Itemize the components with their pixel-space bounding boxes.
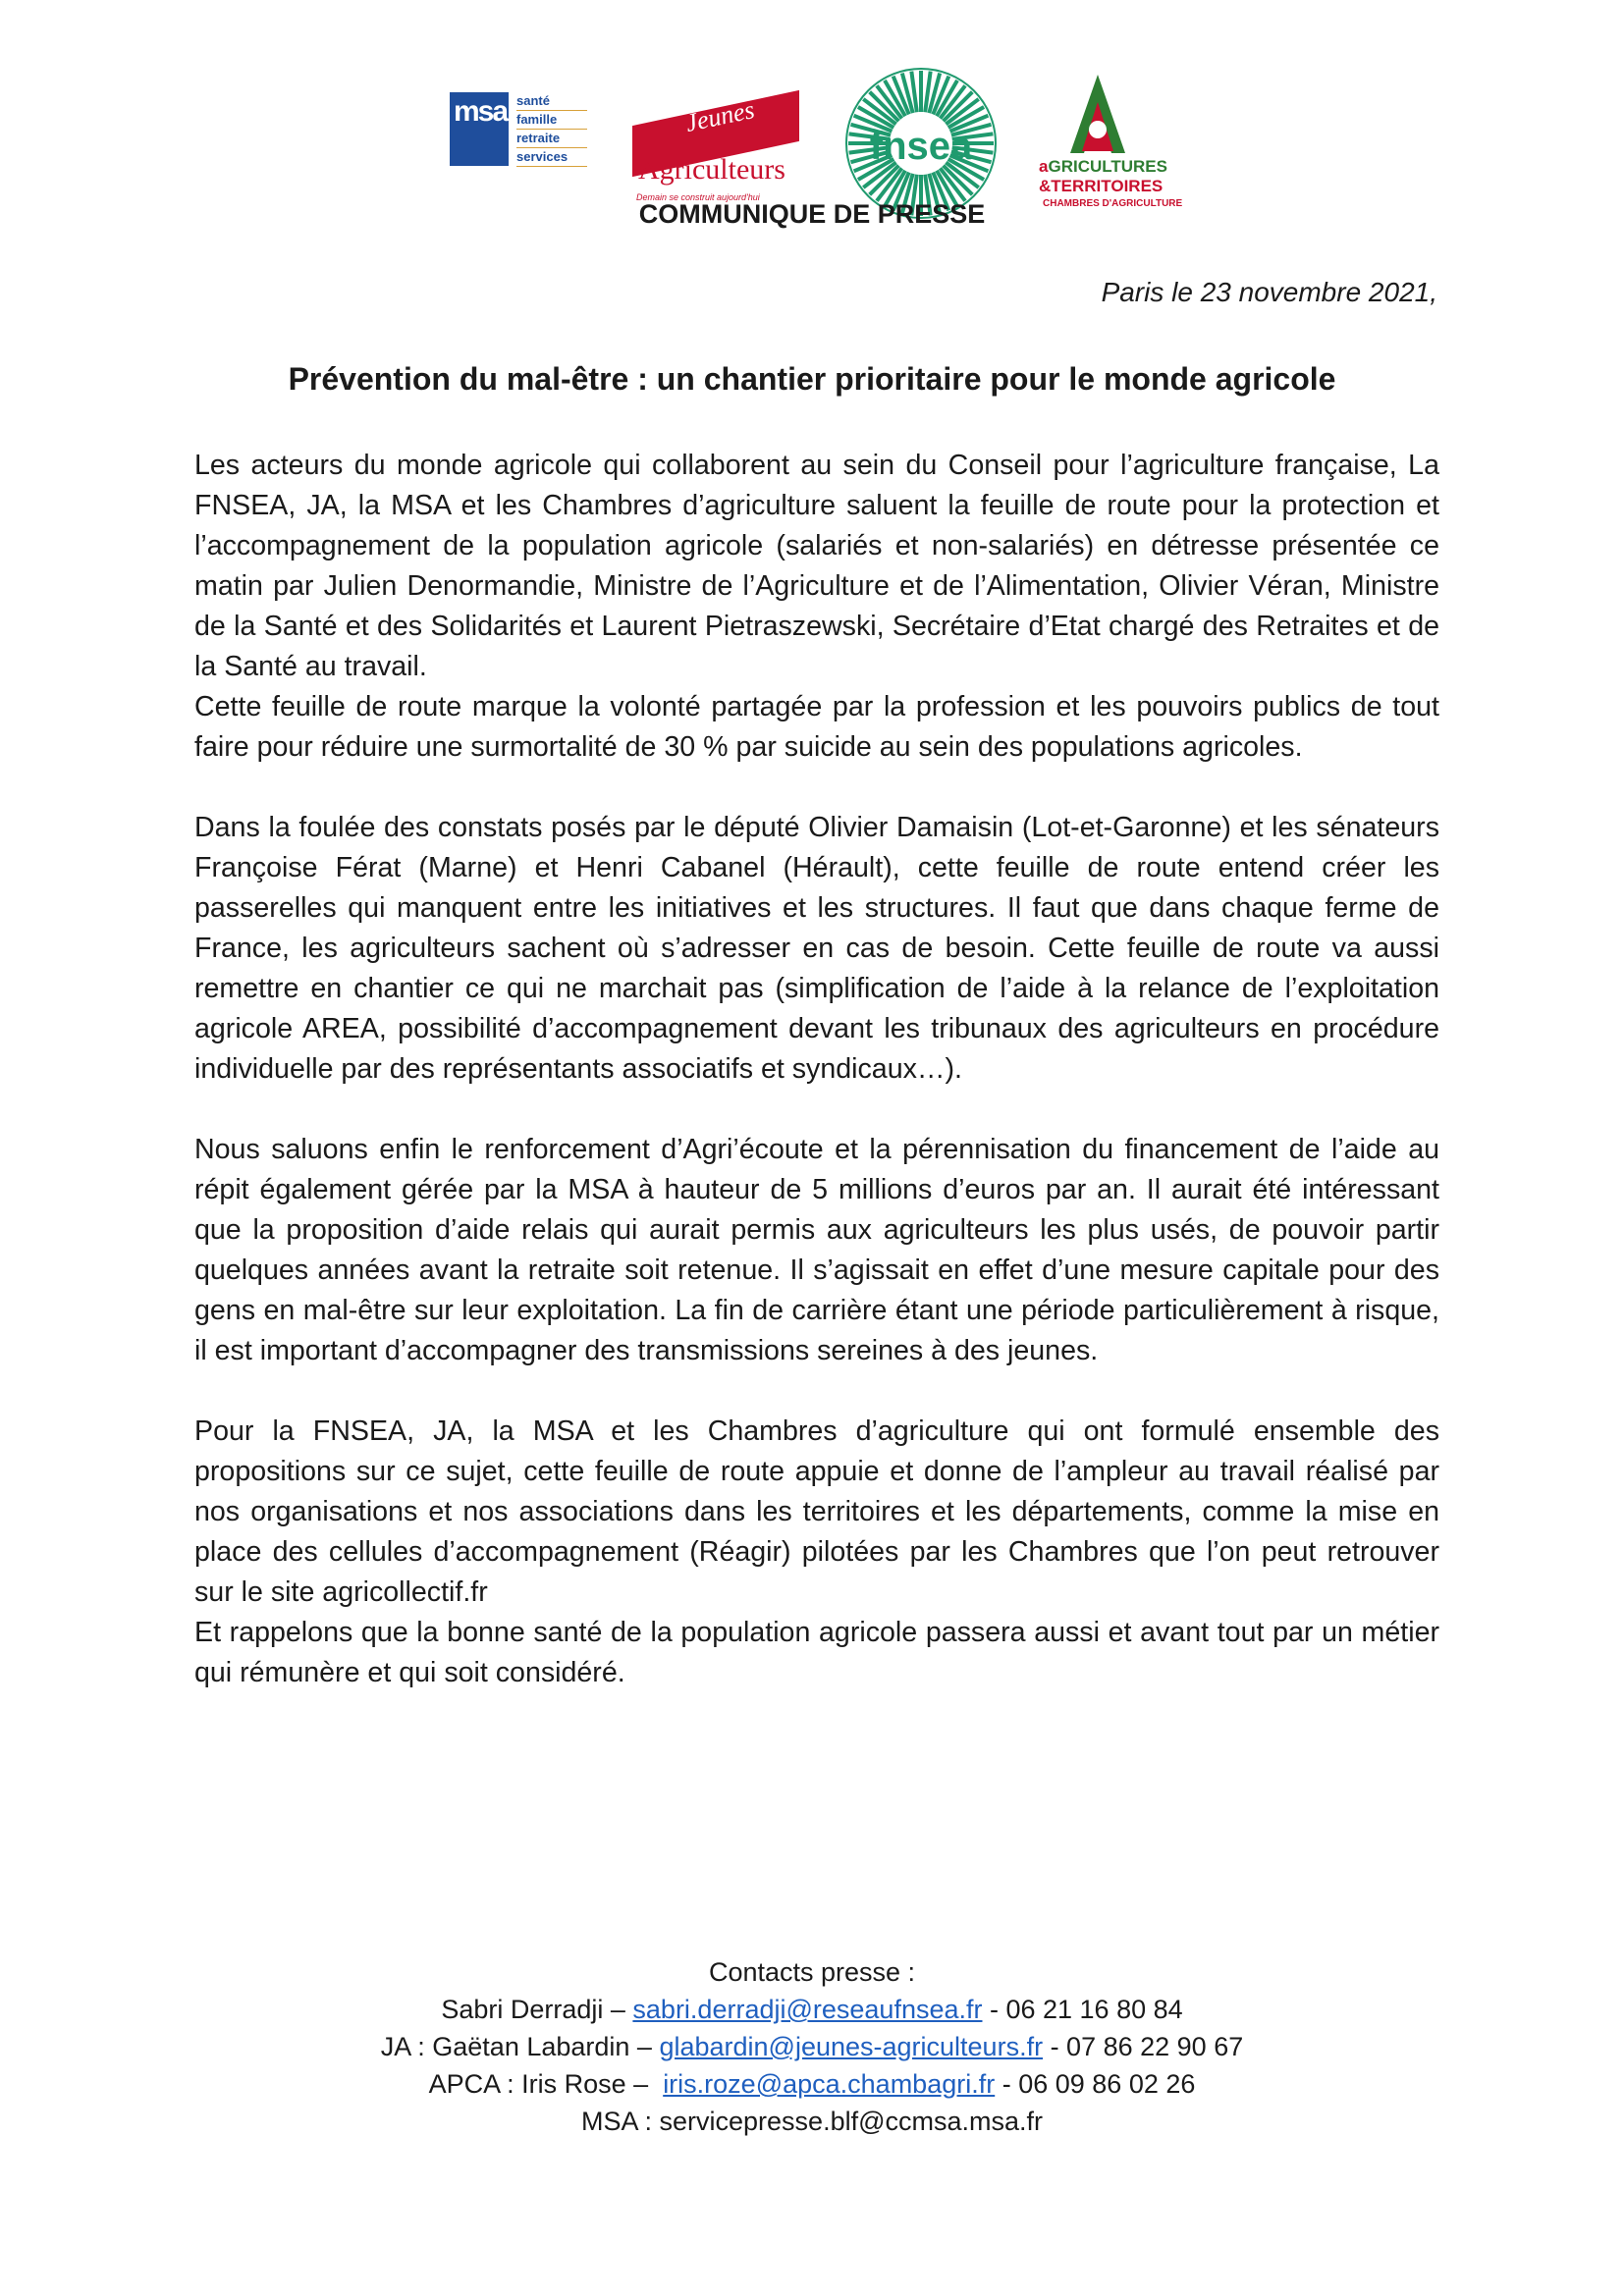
press-contacts bbox=[0, 1953, 1624, 2140]
paragraph: Pour la FNSEA, JA, la MSA et les Chambres d’agriculture qui ont formulé ensemble des propositions sur ce sujet, cette feuille de route appuie et donne de l’ampleur au travail réalisé par nos organisations et nos associations dans les territoires et les départements, comme la mise en place des cellules d’accompagnement (Réagir) pilotées par les Chambres que l’on peut retrouver sur le site agricollectif.fr bbox=[194, 1415, 1439, 1608]
contact-phone: - 07 86 22 90 67 bbox=[1043, 2032, 1244, 2061]
document-body bbox=[194, 446, 1439, 1693]
contact-line bbox=[0, 2028, 1624, 2065]
contact-line: MSA : servicepresse.blf@ccmsa.msa.fr bbox=[580, 2107, 1044, 2136]
msa-tagline bbox=[516, 92, 587, 167]
document-date: Paris le 23 novembre 2021, bbox=[1101, 277, 1437, 307]
fnsea-logo bbox=[844, 67, 998, 220]
ja-agriculteurs-text: Agriculteurs bbox=[638, 153, 785, 186]
msa-logo bbox=[450, 84, 597, 173]
chambres-line-2: &TERRITOIRES bbox=[1039, 177, 1164, 195]
msa-line: santé bbox=[516, 92, 587, 111]
paragraph: Et rappelons que la bonne santé de la population agricole passera aussi et avant tout par un métier qui rémunère et qui soit considéré. bbox=[194, 1617, 1439, 1688]
paragraph: Nous saluons enfin le renforcement d’Agri’écoute et la pérennisation du financement de l’aide au répit également gérée par la MSA à hauteur de 5 millions d’euros par an. Il aurait été intéressant que la proposition d’aide relais qui aurait permis aux agriculteurs les plus usés, de pouvoir partir quelques années avant la retraite soit retenue. Il s’agissait en effet d’une mesure capitale pour des gens en mal-être sur leur exploitation. La fin de carrière étant une période particulièrement à risque, il est important d’accompagner des transmissions sereines à des jeunes. bbox=[194, 1134, 1439, 1366]
logo-bar bbox=[0, 37, 1624, 209]
contact-name: APCA : Iris Rose – bbox=[428, 2069, 664, 2099]
contact-phone: - 06 09 86 02 26 bbox=[995, 2069, 1196, 2099]
contacts-title: Contacts presse : bbox=[708, 1957, 916, 1987]
msa-mark bbox=[450, 92, 509, 166]
jeunes-agriculteurs-logo bbox=[624, 75, 801, 212]
msa-mark-text: msa bbox=[454, 95, 508, 128]
paragraph: Cette feuille de route marque la volonté partagée par la profession et les pouvoirs publics de tout faire pour réduire une surmortalité de 30 % par suicide au sein des populations agricoles. bbox=[194, 691, 1439, 763]
chambres-line-1: aGRICULTURES bbox=[1039, 157, 1167, 176]
msa-line: services bbox=[516, 148, 587, 167]
paragraph: Dans la foulée des constats posés par le député Olivier Damaisin (Lot-et-Garonne) et les sénateurs Françoise Férat (Marne) et Henri Cabanel (Hérault), cette feuille de route entend créer les passerelles qui manquent entre les initiatives et les structures. Il faut que dans chaque ferme de France, les agriculteurs sachent où s’adresser en cas de besoin. Cette feuille de route va aussi remettre en chantier ce qui ne marchait pas (simplification de l’aide à la relance de l’exploitation agricole AREA, possibilité d’accompagnement devant les tribunaux des agriculteurs en procédure individuelle par des représentants associatifs et syndicaux…). bbox=[194, 812, 1439, 1085]
contact-name: JA : Gaëtan Labardin – bbox=[380, 2032, 660, 2061]
contact-line bbox=[0, 1991, 1624, 2028]
contact-name: Sabri Derradji – bbox=[441, 1995, 633, 2024]
fnsea-text: fnsea bbox=[869, 125, 973, 168]
chambres-agriculture-logo bbox=[1039, 73, 1186, 216]
document-title: Prévention du mal-être : un chantier prioritaire pour le monde agricole bbox=[288, 361, 1336, 397]
msa-line: retraite bbox=[516, 130, 587, 148]
chambres-line-3: CHAMBRES D'AGRICULTURE bbox=[1043, 198, 1183, 209]
document-heading: COMMUNIQUE DE PRESSE bbox=[638, 199, 986, 229]
ja-tagline: Demain se construit aujourd'hui bbox=[636, 192, 760, 202]
msa-line: famille bbox=[516, 111, 587, 130]
contact-email-link[interactable]: iris.roze@apca.chambagri.fr bbox=[663, 2069, 996, 2099]
ja-jeunes-text: Jeunes bbox=[682, 94, 757, 138]
contact-line bbox=[0, 2065, 1624, 2103]
chambres-a-icon bbox=[1068, 73, 1127, 155]
paragraph: Les acteurs du monde agricole qui collaborent au sein du Conseil pour l’agriculture française, La FNSEA, JA, la MSA et les Chambres d’agriculture saluent la feuille de route pour la protection et l’accompagnement de la population agricole (salariés et non-salariés) en détresse présentée ce matin par Julien Denormandie, Ministre de l’Agriculture et de l’Alimentation, Olivier Véran, Ministre de la Santé et des Solidarités et Laurent Pietraszewski, Secrétaire d’Etat chargé des Retraites et de la Santé au travail. bbox=[194, 450, 1439, 682]
contact-phone: - 06 21 16 80 84 bbox=[982, 1995, 1183, 2024]
fnsea-sunburst-icon bbox=[844, 67, 998, 220]
contact-email-link[interactable]: glabardin@jeunes-agriculteurs.fr bbox=[659, 2032, 1044, 2061]
contact-email-link[interactable]: sabri.derradji@reseaufnsea.fr bbox=[632, 1995, 983, 2024]
